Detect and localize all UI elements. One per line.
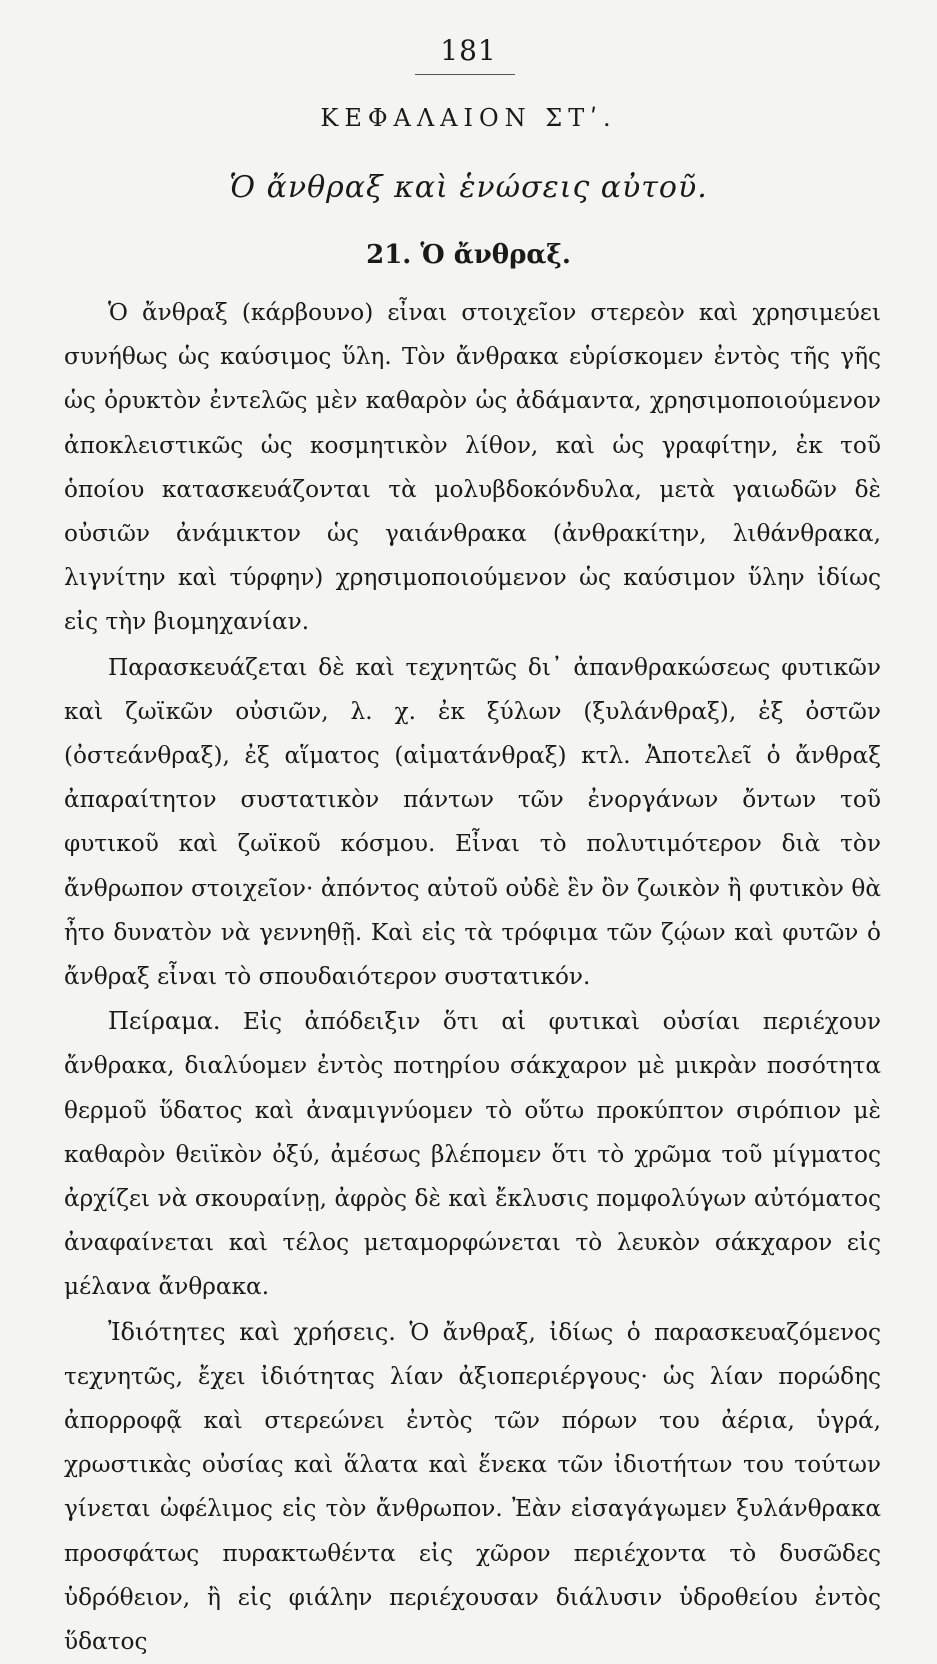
paragraph	[64, 1310, 881, 1664]
paragraph	[64, 290, 881, 645]
paragraph-text: Εἰς ἀπόδειξιν ὅτι αἱ φυτικαὶ οὐσίαι περιέχουν ἄνθρακα, διαλύομεν ἐντὸς ποτηρίου σάκχαρον μὲ μικρὰν ποσότητα θερμοῦ ὕδατος καὶ ἀναμιγνύομεν τὸ οὕτω προκύπτον σιρόπιον μὲ καθαρὸν θειϊκὸν ὀξύ, ἀμέσως βλέπομεν ὅτι τὸ χρῶμα τοῦ μίγματος ἀρχίζει νὰ σκουραίνῃ, ἀφρὸς δὲ καὶ ἔκλυσις πομφολύγων αὐτόματος ἀναφαίνεται καὶ τέλος μεταμορφώνεται τὸ λευκὸν σάκχαρον εἰς μέλανα ἄνθρακα.	[64, 1008, 881, 1301]
paragraph-text: Παρασκευάζεται δὲ καὶ τεχνητῶς δι᾽ ἀπανθρακώσεως φυτικῶν καὶ ζωϊκῶν οὐσιῶν, λ. χ. ἐκ ξύλων (ξυλάνθραξ), ἐξ ὀστῶν (ὀστεάνθραξ), ἐξ αἵματος (αἱματάνθραξ) κτλ. Ἀποτελεῖ ὁ ἄνθραξ ἀπαραίτητον συστατικὸν πάντων τῶν ἐνοργάνων ὄντων τοῦ φυτικοῦ καὶ ζωϊκοῦ κόσμου. Εἶναι τὸ πολυτιμότερον διὰ τὸν ἄνθρωπον στοιχεῖον· ἀπόντος αὐτοῦ οὐδὲ ἓν ὂν ζωικὸν ἢ φυτικὸν θὰ ἦτο δυνατὸν νὰ γεννηθῇ. Καὶ εἰς τὰ τρόφιμα τῶν ζῴων καὶ φυτῶν ὁ ἄνθραξ εἶναι τὸ σπουδαιότερον συστατικόν.	[64, 653, 881, 991]
chapter-heading: ΚΕΦΑΛΑΙΟΝ ΣΤʹ.	[320, 104, 617, 132]
page-number-rule	[415, 74, 515, 75]
page-number: 181	[440, 34, 497, 67]
paragraph-lead: Πείραμα.	[108, 1007, 221, 1036]
paragraph-text: Ὁ ἄνθραξ, ἰδίως ὁ παρασκευαζόμενος τεχνητῶς, ἔχει ἰδιότητας λίαν ἀξιοπεριέργους· ὡς λίαν πορώδης ἀπορροφᾷ καὶ στερεώνει ἐντὸς τῶν πόρων του ἀέρια, ὑγρά, χρωστικὰς οὐσίας καὶ ἅλατα καὶ ἕνεκα τῶν ἰδιοτήτων του τούτων γίνεται ὠφέλιμος εἰς τὸν ἄνθρωπον. Ἐὰν εἰσαγάγωμεν ξυλάνθρακα προσφάτως πυρακτωθέντα εἰς χῶρον περιέχοντα τὸ δυσῶδες ὑδρόθειον, ἢ εἰς φιάλην περιέχουσαν διάλυσιν ὑδροθείου ἐντὸς ὕδατος	[64, 1318, 881, 1656]
paragraph	[64, 999, 881, 1309]
section-heading: 21. Ὁ ἄνθραξ.	[366, 240, 571, 270]
body-text	[64, 290, 881, 1664]
paragraph-lead: Ἰδιότητες καὶ χρήσεις.	[108, 1317, 396, 1346]
paragraph	[64, 645, 881, 1000]
paragraph-text: Ὁ ἄνθραξ (κάρβουνο) εἶναι στοιχεῖον στερεὸν καὶ χρησιμεύει συνήθως ὡς καύσιμος ὕλη. Τὸν ἄνθρακα εὑρίσκομεν ἐντὸς τῆς γῆς ὡς ὀρυκτὸν ἐντελῶς μὲν καθαρὸν ὡς ἀδάμαντα, χρησιμοποιούμενον ἀποκλειστικῶς ὡς κοσμητικὸν λίθον, καὶ ὡς γραφίτην, ἐκ τοῦ ὁποίου κατασκευάζονται τὰ μολυβδοκόνδυλα, μετὰ γαιωδῶν δὲ οὐσιῶν ἀνάμικτον ὡς γαιάνθρακα (ἀνθρακίτην, λιθάνθρακα, λιγνίτην καὶ τύρφην) χρησιμοποιούμενον ὡς καύσιμον ὕλην ἰδίως εἰς τὴν βιομηχανίαν.	[64, 299, 881, 636]
chapter-subtitle: Ὁ ἄνθραξ καὶ ἑνώσεις αὐτοῦ.	[229, 170, 708, 205]
